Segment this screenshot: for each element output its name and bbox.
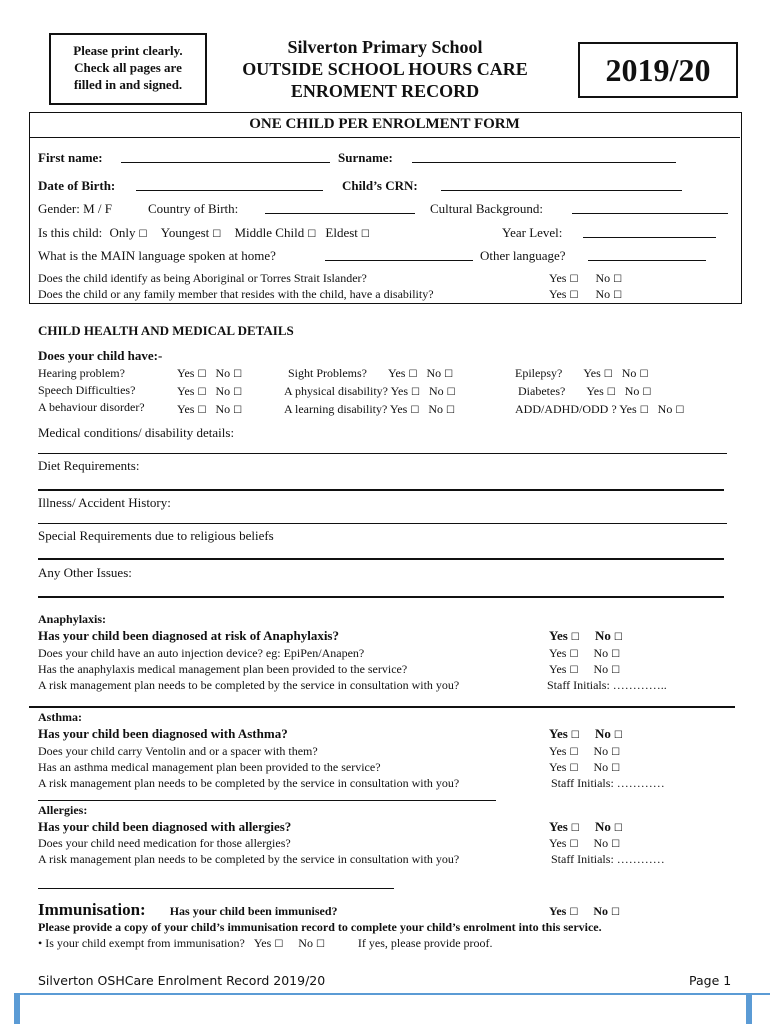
immunisation-label: Immunisation: — [38, 900, 146, 919]
sight-label: Sight Problems? — [288, 366, 368, 380]
year-level-label: Year Level: — [502, 225, 563, 240]
hearing-label: Hearing problem? — [38, 366, 125, 380]
immunisation-question: Has your child been immunised? — [169, 904, 338, 918]
epipen-yes[interactable]: Yes ☐ — [549, 646, 578, 660]
asthma-options — [549, 726, 623, 742]
anaphylaxis-q2: Has the anaphylaxis medical management plan been provided to the service? — [38, 662, 408, 676]
immunisation-note: Please provide a copy of your child’s immunisation record to complete your child’s enrolment into this service. — [38, 920, 602, 934]
epilepsy-label: Epilepsy? — [515, 366, 563, 380]
anaphylaxis-no[interactable]: No ☐ — [595, 628, 623, 643]
health-heading: CHILD HEALTH AND MEDICAL DETAILS — [38, 323, 294, 338]
sight-yes[interactable]: Yes ☐ — [388, 366, 417, 380]
footer-title: Silverton OSHCare Enrolment Record 2019/20 — [38, 973, 326, 988]
notice-line-3: filled in and signed. — [73, 77, 183, 92]
hearing-yes[interactable]: Yes ☐ — [177, 366, 206, 380]
immunised-no[interactable]: No ☐ — [593, 904, 620, 918]
page-number: Page 1 — [689, 973, 732, 988]
allergies-divider — [38, 888, 394, 889]
allergies-q2: A risk management plan needs to be completed by the service in consultation with you? — [38, 852, 460, 866]
disability-options — [549, 287, 622, 302]
diet-label: Diet Requirements: — [38, 458, 140, 473]
exempt-row — [38, 936, 493, 951]
anaphylaxis-staff-initials[interactable]: Staff Initials: ………….. — [547, 678, 667, 692]
allergy-medication-no[interactable]: No ☐ — [593, 836, 620, 850]
asthma-q1: Does your child carry Ventolin and or a spacer with them? — [38, 744, 318, 758]
footer-accent-bar — [16, 993, 770, 995]
country-label: Country of Birth: — [148, 201, 239, 216]
diabetes-no[interactable]: No ☐ — [625, 384, 652, 398]
health-col-1-options — [177, 365, 242, 419]
asthma-plan-no[interactable]: No ☐ — [593, 760, 620, 774]
other-language-field[interactable] — [588, 260, 706, 261]
first-name-label: First name: — [38, 150, 103, 165]
religious-field[interactable] — [38, 558, 724, 560]
year-label: 2019/20 — [605, 52, 711, 88]
year-box — [578, 42, 738, 98]
asthma-plan-yes[interactable]: Yes ☐ — [549, 760, 578, 774]
asthma-q1-options — [549, 744, 620, 759]
allergy-medication-yes[interactable]: Yes ☐ — [549, 836, 578, 850]
notice-box — [49, 33, 207, 105]
health-col-1 — [38, 365, 145, 416]
behaviour-label: A behaviour disorder? — [38, 400, 145, 414]
section-divider — [29, 706, 735, 708]
main-language-label: What is the MAIN language spoken at home? — [38, 248, 276, 263]
youngest-checkbox[interactable]: Youngest ☐ — [161, 225, 222, 240]
cultural-field[interactable] — [572, 213, 728, 214]
anaphylaxis-q1: Does your child have an auto injection device? eg: EpiPen/Anapen? — [38, 646, 365, 660]
ventolin-no[interactable]: No ☐ — [593, 744, 620, 758]
child-position-row — [38, 225, 370, 241]
health-col-3 — [515, 365, 684, 419]
other-issues-field[interactable] — [38, 596, 724, 598]
anaphylaxis-q2-options — [549, 662, 620, 677]
adhd-label: ADD/ADHD/ODD ? — [515, 402, 617, 416]
notice-line-1: Please print clearly. — [73, 43, 183, 58]
cultural-label: Cultural Background: — [430, 201, 544, 216]
asthma-no[interactable]: No ☐ — [595, 726, 623, 741]
footer-accent-right — [746, 993, 752, 1024]
exempt-no[interactable]: No ☐ — [298, 936, 325, 950]
ventolin-yes[interactable]: Yes ☐ — [549, 744, 578, 758]
asthma-q3: A risk management plan needs to be completed by the service in consultation with you? — [38, 776, 460, 790]
only-checkbox[interactable]: Only ☐ — [110, 225, 148, 240]
program-name: OUTSIDE SCHOOL HOURS CARE — [242, 59, 528, 79]
allergies-yes[interactable]: Yes ☐ — [549, 819, 580, 834]
other-language-label: Other language? — [480, 248, 566, 263]
immunisation-options — [549, 904, 620, 919]
anaphylaxis-plan-yes[interactable]: Yes ☐ — [549, 662, 578, 676]
medical-details-field[interactable] — [38, 453, 727, 454]
anaphylaxis-plan-no[interactable]: No ☐ — [593, 662, 620, 676]
is-child-label: Is this child: — [38, 225, 103, 240]
health-subheading: Does your child have:- — [38, 348, 163, 363]
anaphylaxis-question: Has your child been diagnosed at risk of Anaphylaxis? — [38, 628, 339, 643]
footer-accent-left — [14, 993, 20, 1024]
behaviour-yes[interactable]: Yes ☐ — [177, 402, 206, 416]
speech-yes[interactable]: Yes ☐ — [177, 384, 206, 398]
aboriginal-no[interactable]: No ☐ — [595, 271, 622, 285]
other-issues-label: Any Other Issues: — [38, 565, 132, 580]
medical-details-label: Medical conditions/ disability details: — [38, 425, 235, 440]
epilepsy-no[interactable]: No ☐ — [622, 366, 649, 380]
asthma-q2: Has an asthma medical management plan been provided to the service? — [38, 760, 381, 774]
page-title — [210, 36, 560, 102]
anaphylaxis-label: Anaphylaxis: — [38, 612, 107, 626]
aboriginal-yes[interactable]: Yes ☐ — [549, 271, 578, 285]
learning-label: A learning disability? — [284, 402, 388, 416]
adhd-yes[interactable]: Yes ☐ — [619, 402, 648, 416]
first-name-field[interactable] — [121, 162, 330, 163]
dob-field[interactable] — [136, 190, 323, 191]
behaviour-no[interactable]: No ☐ — [215, 402, 242, 416]
learning-yes[interactable]: Yes ☐ — [390, 402, 419, 416]
dob-label: Date of Birth: — [38, 178, 116, 193]
illness-label: Illness/ Accident History: — [38, 495, 171, 510]
physical-no[interactable]: No ☐ — [429, 384, 456, 398]
physical-yes[interactable]: Yes ☐ — [391, 384, 420, 398]
epipen-no[interactable]: No ☐ — [593, 646, 620, 660]
asthma-yes[interactable]: Yes ☐ — [549, 726, 580, 741]
notice-line-2: Check all pages are — [74, 60, 182, 75]
adhd-no[interactable]: No ☐ — [658, 402, 685, 416]
record-name: ENROMENT RECORD — [290, 81, 480, 101]
crn-field[interactable] — [441, 190, 682, 191]
health-col-2 — [284, 365, 456, 419]
asthma-divider — [38, 800, 496, 801]
disability-yes[interactable]: Yes ☐ — [549, 287, 578, 301]
immunised-yes[interactable]: Yes ☐ — [549, 904, 578, 918]
middle-child-checkbox[interactable]: Middle Child ☐ — [235, 225, 317, 240]
aboriginal-question: Does the child identify as being Aboriginal or Torres Strait Islander? — [38, 271, 367, 285]
hearing-no[interactable]: No ☐ — [215, 366, 242, 380]
disability-question: Does the child or any family member that resides with the child, have a disability? — [38, 287, 434, 301]
surname-field[interactable] — [412, 162, 676, 163]
allergies-q1: Does your child need medication for those allergies? — [38, 836, 291, 850]
sight-no[interactable]: No ☐ — [426, 366, 453, 380]
allergies-label: Allergies: — [38, 803, 88, 817]
religious-label: Special Requirements due to religious beliefs — [38, 528, 274, 543]
asthma-staff-initials[interactable]: Staff Initials: ………… — [551, 776, 665, 790]
form-title: ONE CHILD PER ENROLMENT FORM — [249, 116, 520, 132]
asthma-q2-options — [549, 760, 620, 775]
physical-label: A physical disability? — [284, 384, 388, 398]
allergies-q1-options — [549, 836, 620, 851]
diet-field[interactable] — [38, 489, 724, 491]
anaphylaxis-q3: A risk management plan needs to be completed by the service in consultation with you? — [38, 678, 460, 692]
diabetes-label: Diabetes? — [518, 384, 566, 398]
proof-note: If yes, please provide proof. — [357, 936, 493, 950]
allergies-question: Has your child been diagnosed with allergies? — [38, 819, 292, 834]
crn-label: Child’s CRN: — [342, 178, 418, 193]
year-level-field[interactable] — [583, 237, 716, 238]
speech-no[interactable]: No ☐ — [215, 384, 242, 398]
anaphylaxis-yes[interactable]: Yes ☐ — [549, 628, 580, 643]
first-name-row — [38, 150, 103, 166]
illness-field[interactable] — [38, 523, 727, 524]
diabetes-yes[interactable]: Yes ☐ — [586, 384, 615, 398]
country-field[interactable] — [265, 213, 415, 214]
school-name: Silverton Primary School — [287, 37, 483, 57]
eldest-checkbox[interactable]: Eldest ☐ — [325, 225, 369, 240]
epilepsy-yes[interactable]: Yes ☐ — [583, 366, 612, 380]
exempt-question: • Is your child exempt from immunisation? — [38, 936, 245, 950]
gender-label: Gender: M / F — [38, 201, 113, 216]
asthma-label: Asthma: — [38, 710, 82, 724]
surname-label: Surname: — [338, 150, 393, 165]
allergies-no[interactable]: No ☐ — [595, 819, 623, 834]
immunisation-row — [38, 900, 338, 920]
anaphylaxis-q1-options — [549, 646, 620, 661]
learning-no[interactable]: No ☐ — [428, 402, 455, 416]
main-language-field[interactable] — [325, 260, 473, 261]
exempt-yes[interactable]: Yes ☐ — [254, 936, 283, 950]
title-divider — [29, 137, 740, 138]
anaphylaxis-options — [549, 628, 623, 644]
allergies-options — [549, 819, 623, 835]
allergies-staff-initials[interactable]: Staff Initials: ………… — [551, 852, 665, 866]
asthma-question: Has your child been diagnosed with Asthma? — [38, 726, 288, 741]
aboriginal-options — [549, 271, 622, 286]
speech-label: Speech Difficulties? — [38, 383, 136, 397]
disability-no[interactable]: No ☐ — [595, 287, 622, 301]
